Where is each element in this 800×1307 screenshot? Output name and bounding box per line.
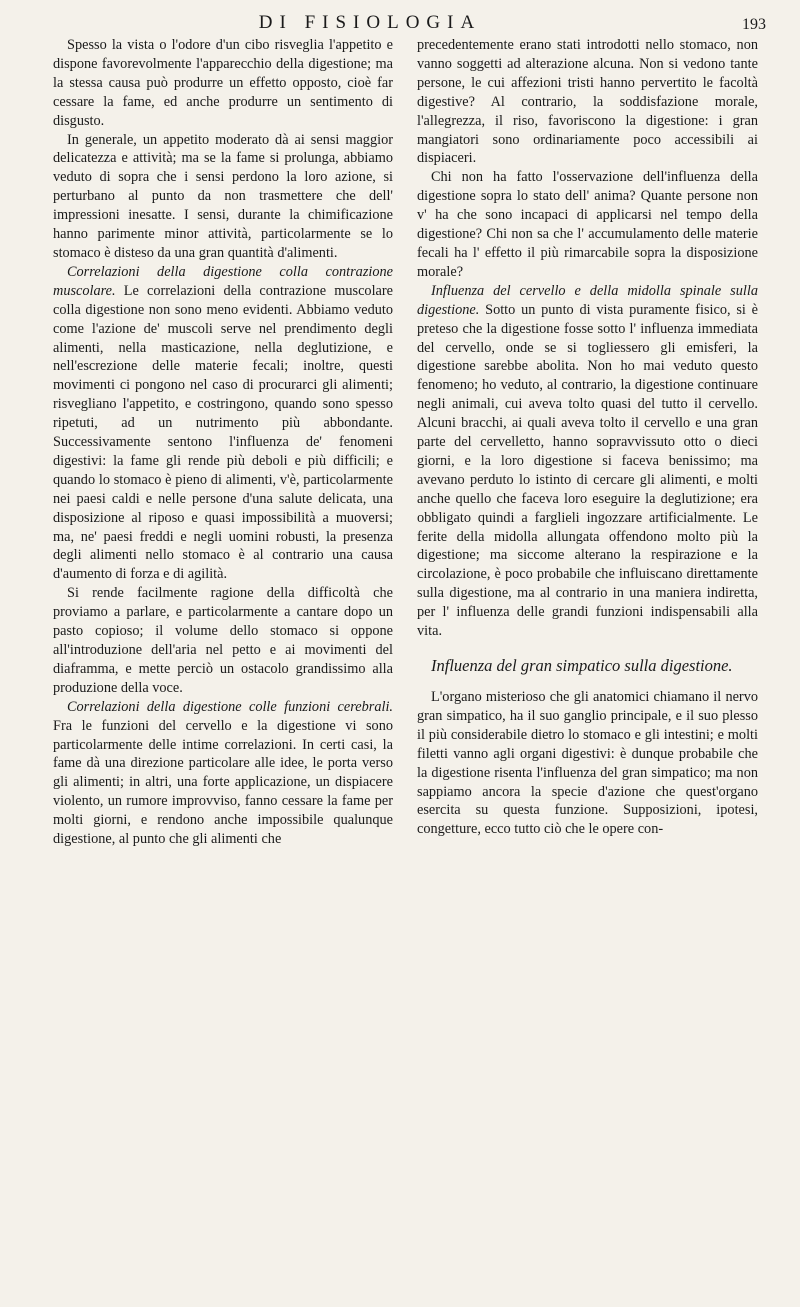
paragraph: L'organo misterioso che gli anatomici chiamano il nervo gran simpatico, ha il suo ganglio principale, e il suo plesso il più considerabile dietro lo stomaco e gli intestini; e molti filetti vanno agli organi digestivi: è dunque probabile che la digestione risenta l'influenza del gran simpatico; ma non sappiamo ancora la specie d'azione che quest'organo esercita su questa funzione. Supposizioni, ipotesi, congetture, ecco tutto ciò che le opere con- (417, 689, 758, 838)
page-number: 193 (742, 16, 766, 33)
inline-heading: Influenza del cervello e della midolla spinale sulla digestione. (417, 282, 758, 318)
paragraph: In generale, un appetito moderato dà ai sensi maggior delicatezza e attività; ma se la fame si prolunga, abbiamo veduto di sopra che i sensi perdono la loro azione, si perturbano al punto da non trasmettere che dell' impressioni inesatte. I sensi, durante la chimificazione hanno parimente minor attività, particolarmente se lo stomaco è disteso da una gran quantità d'alimenti. (53, 131, 393, 261)
inline-heading: Correlazioni della digestione colla contrazione muscolare. (53, 263, 393, 299)
paragraph (417, 282, 758, 641)
paragraph (53, 698, 393, 849)
inline-heading: Correlazioni della digestione colle funzioni cerebrali. (67, 698, 393, 715)
paragraph-body: Le correlazioni della contrazione muscolare colla digestione non sono meno evidenti. Abbiamo veduto come l'azione de' muscoli serve nel prendimento degli alimenti, nella masticazione, nella deglutizione, e nell'escrezione delle materie fecali; inoltre, questi movimenti ci pongono nel caso di procurarci gli alimenti; risvegliano l'appetito, e costringono, quando sono spesso ripetuti, ad un nutrimento più abbondante. Successivamente sentono l'influenza de' fenomeni digestivi: la fame gli rende più deboli e più difficili; e quando lo stomaco è pieno di alimenti, v'è, particolarmente nei paesi caldi e nelle persone d'una salute delicata, una disposizione al riposo e quasi impossibilità a muoversi; ma, ne' paesi freddi e negli uomini robusti, la presenza degli alimenti nello stomaco è al contrario una causa d'aumento di forza e di agilità. (53, 282, 393, 583)
left-column (53, 36, 393, 849)
paragraph: precedentemente erano stati introdotti nello stomaco, non vanno soggetti ad alterazione alcuna. Non si vedono tante persone, le cui affezioni tristi hanno pervertito le facoltà digestive? Al contrario, la soddisfazione morale, l'allegrezza, il riso, favoriscono la digestione: i gran mangiatori sono ordinariamente poco accessibili ai dispiaceri. (417, 37, 758, 167)
right-column (417, 36, 758, 839)
paragraph: Si rende facilmente ragione della difficoltà che proviamo a parlare, e particolarmente a cantare dopo un pasto copioso; il volume dello stomaco si oppone all'introduzione dell'aria nel petto e ai movimenti del diaframma, e mette perciò un ostacolo grandissimo alla produzione della voce. (53, 585, 393, 696)
paragraph-body: Sotto un punto di vista puramente fisico, si è preteso che la digestione fosse sotto l' influenza immediata del cervello, onde se si togliessero gli emisferi, la digestione sarebbe abolita. Non ho mai veduto questo fenomeno; ho veduto, al contrario, la digestione continuare negli animali, cui aveva tolto quasi del tutto il cervello. Alcuni bracchi, ai quali aveva tolto il cervello e una gran parte del cervelletto, hanno sopravvissuto otto o dieci giorni, e la loro digestione si faceva benissimo; ma avevano perduto lo istinto di cercare gli alimenti, e molti anche quello che faceva loro eseguire la deglutizione; era obbligato quindi a farglieli ingozzare artificialmente. Le ferite della midolla allungata offendono molto più la digestione; ma siccome alterano la respirazione e la circolazione, è poco probabile che influiscano direttamente sulla digestione, ma al contrario in una maniera indiretta, per l' influenza delle grandi funzioni indispensabili alla vita. (417, 301, 758, 640)
paragraph: Chi non ha fatto l'osservazione dell'influenza della digestione sopra lo stato dell' anima? Quante persone non v' ha che sono incapaci di applicarsi nel tempo della digestione? Chi non sa che l' accumulamento delle materie fecali ha l' effetto il più rimarcabile sopra la disposizione morale? (417, 169, 758, 280)
running-title: DI FISIOLOGIA (258, 12, 482, 33)
paragraph-body: Fra le funzioni del cervello e la digestione vi sono particolarmente delle intime correlazioni. In certi casi, la fame dà una direzione particolare alle idee, le porta verso gli alimenti; in altri, una forte applicazione, un dispiacere violento, un rumore improvviso, fanno cessare la fame per molti giorni, e rendono anche impossibile qualunque digestione, al punto che gli alimenti che (53, 717, 393, 848)
page-header (0, 8, 800, 38)
paragraph: Spesso la vista o l'odore d'un cibo risveglia l'appetito e dispone favorevolmente l'apparecchio della digestione; ma la stessa causa può produrre un effetto opposto, cioè far cessare la fame, ed anche produrre un sentimento di disgusto. (53, 37, 393, 129)
paragraph (53, 263, 393, 584)
section-title: Influenza del gran simpatico sulla digestione. (431, 656, 733, 675)
